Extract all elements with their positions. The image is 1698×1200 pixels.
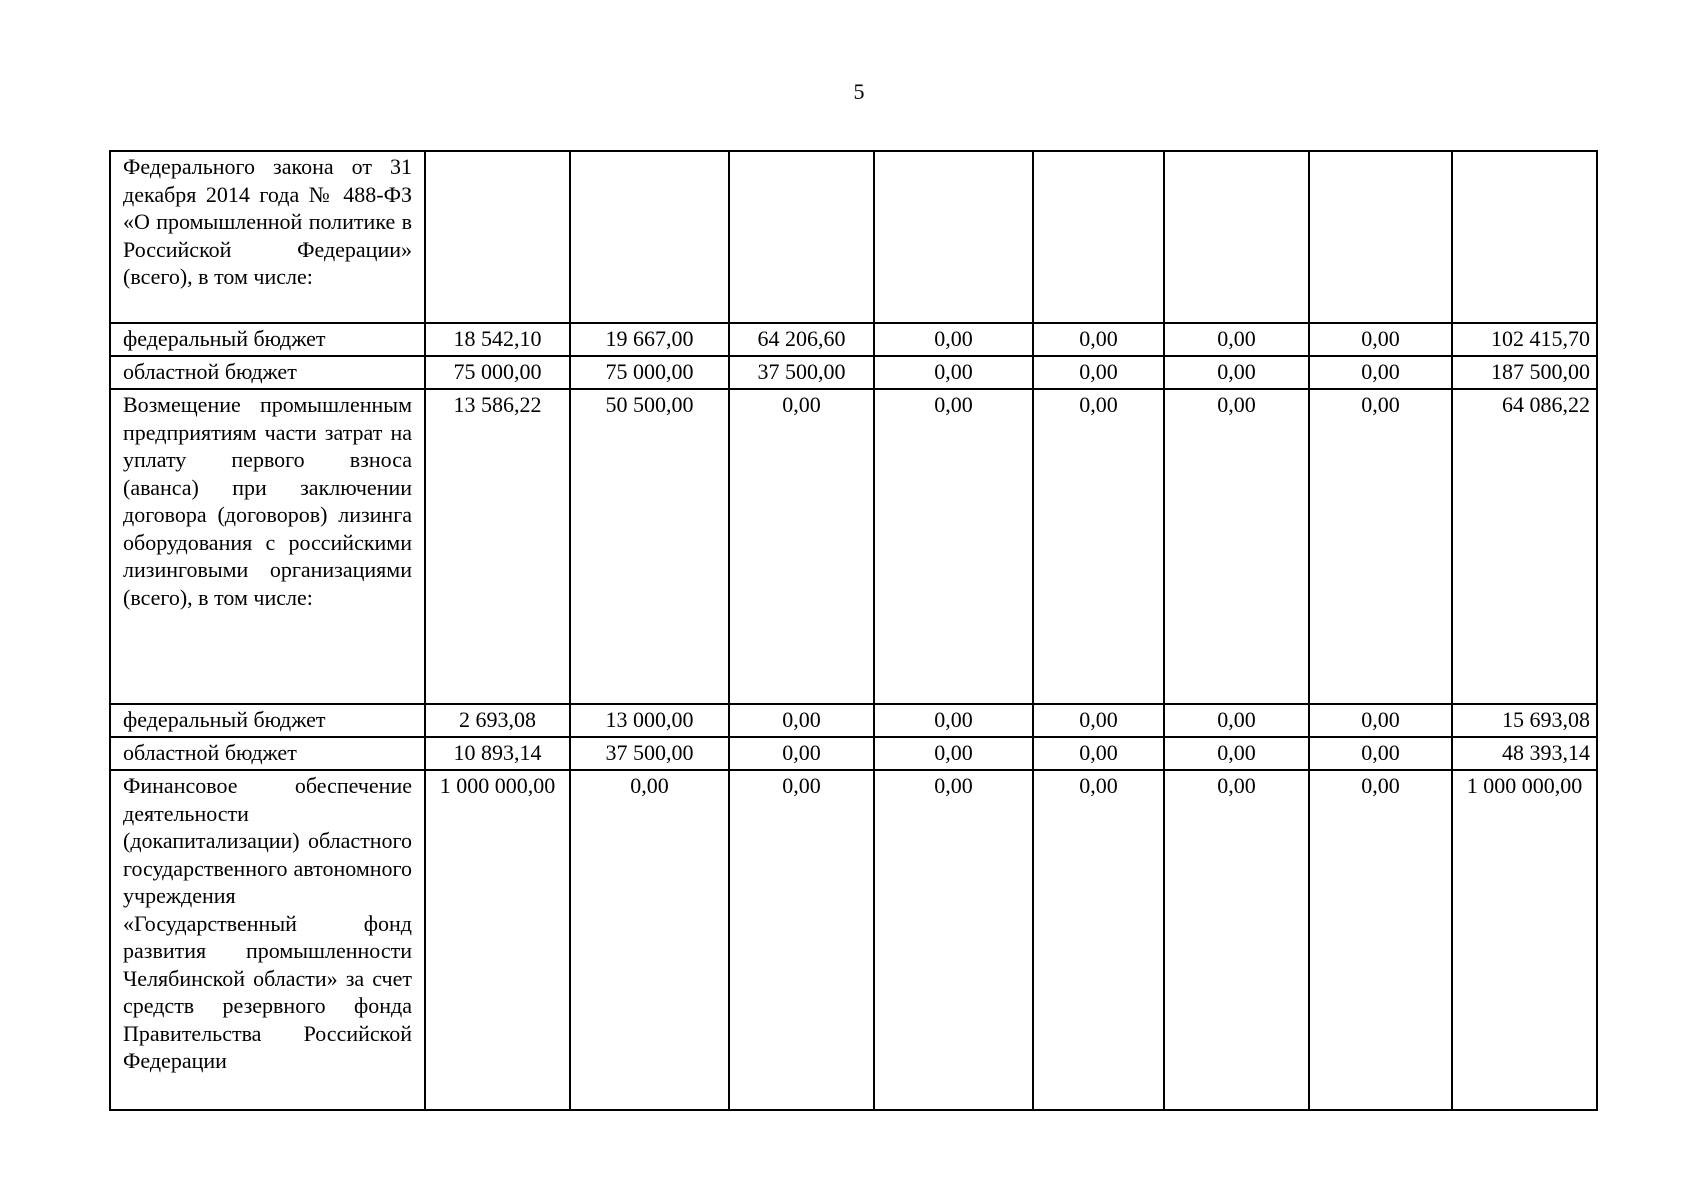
value-cell: 37 500,00	[729, 356, 874, 389]
value-cell: 0,00	[1033, 704, 1164, 737]
table-row	[110, 737, 1597, 770]
value-cell: 0,00	[1164, 356, 1309, 389]
value-cell: 37 500,00	[570, 737, 729, 770]
row-label: областной бюджет	[110, 356, 425, 389]
total-cell: 102 415,70	[1452, 323, 1597, 356]
value-cell: 0,00	[729, 770, 874, 1110]
row-label: федеральный бюджет	[110, 704, 425, 737]
value-cell	[874, 151, 1033, 323]
value-cell: 75 000,00	[425, 356, 570, 389]
value-cell: 0,00	[1309, 356, 1452, 389]
value-cell: 0,00	[874, 389, 1033, 704]
value-cell: 75 000,00	[570, 356, 729, 389]
table-row	[110, 151, 1597, 323]
value-cell: 0,00	[1309, 770, 1452, 1110]
value-cell	[1033, 151, 1164, 323]
value-cell: 0,00	[1164, 770, 1309, 1110]
value-cell: 0,00	[1309, 737, 1452, 770]
value-cell: 0,00	[1164, 389, 1309, 704]
table-row	[110, 704, 1597, 737]
value-cell: 0,00	[1164, 704, 1309, 737]
row-label: Федерального закона от 31 декабря 2014 года № 488-ФЗ «О промышленной политике в Российской Федерации» (всего), в том числе:	[110, 151, 425, 323]
value-cell: 50 500,00	[570, 389, 729, 704]
value-cell: 0,00	[1033, 323, 1164, 356]
total-cell	[1452, 151, 1597, 323]
value-cell: 10 893,14	[425, 737, 570, 770]
value-cell: 0,00	[1033, 737, 1164, 770]
value-cell: 0,00	[570, 770, 729, 1110]
total-cell: 15 693,08	[1452, 704, 1597, 737]
total-cell: 1 000 000,00	[1452, 770, 1597, 1110]
value-cell	[1164, 151, 1309, 323]
value-cell: 0,00	[729, 737, 874, 770]
value-cell: 2 693,08	[425, 704, 570, 737]
table-row	[110, 323, 1597, 356]
value-cell: 0,00	[1033, 770, 1164, 1110]
value-cell: 19 667,00	[570, 323, 729, 356]
total-cell: 48 393,14	[1452, 737, 1597, 770]
value-cell: 0,00	[1309, 323, 1452, 356]
table-row	[110, 389, 1597, 704]
value-cell: 0,00	[1164, 737, 1309, 770]
value-cell	[1309, 151, 1452, 323]
value-cell	[729, 151, 874, 323]
page-number: 5	[853, 79, 865, 104]
total-cell: 187 500,00	[1452, 356, 1597, 389]
row-label: Возмещение промышленным предприятиям части затрат на уплату первого взноса (аванса) при заключении договора (договоров) лизинга оборудования с российскими лизинговыми организациями (всего), в том числе:	[110, 389, 425, 704]
row-label: федеральный бюджет	[110, 323, 425, 356]
value-cell: 64 206,60	[729, 323, 874, 356]
row-label: Финансовое обеспечение деятельности (докапитализации) областного государственного автономного учреждения «Государственный фонд развития промышленности Челябинской области» за счет средств резервного фонда Правительства Российской Федерации	[110, 770, 425, 1110]
value-cell: 18 542,10	[425, 323, 570, 356]
value-cell: 13 586,22	[425, 389, 570, 704]
total-cell: 64 086,22	[1452, 389, 1597, 704]
value-cell	[570, 151, 729, 323]
value-cell: 0,00	[1164, 323, 1309, 356]
value-cell: 0,00	[729, 389, 874, 704]
table-row	[110, 356, 1597, 389]
value-cell: 0,00	[1309, 389, 1452, 704]
table-row	[110, 770, 1597, 1110]
value-cell: 0,00	[874, 737, 1033, 770]
value-cell: 13 000,00	[570, 704, 729, 737]
value-cell: 0,00	[1309, 704, 1452, 737]
row-label: областной бюджет	[110, 737, 425, 770]
value-cell: 0,00	[874, 704, 1033, 737]
value-cell: 0,00	[729, 704, 874, 737]
value-cell	[425, 151, 570, 323]
value-cell: 0,00	[1033, 356, 1164, 389]
value-cell: 0,00	[874, 323, 1033, 356]
value-cell: 0,00	[874, 770, 1033, 1110]
value-cell: 0,00	[874, 356, 1033, 389]
value-cell: 1 000 000,00	[425, 770, 570, 1110]
budget-table	[109, 150, 1598, 1111]
value-cell: 0,00	[1033, 389, 1164, 704]
